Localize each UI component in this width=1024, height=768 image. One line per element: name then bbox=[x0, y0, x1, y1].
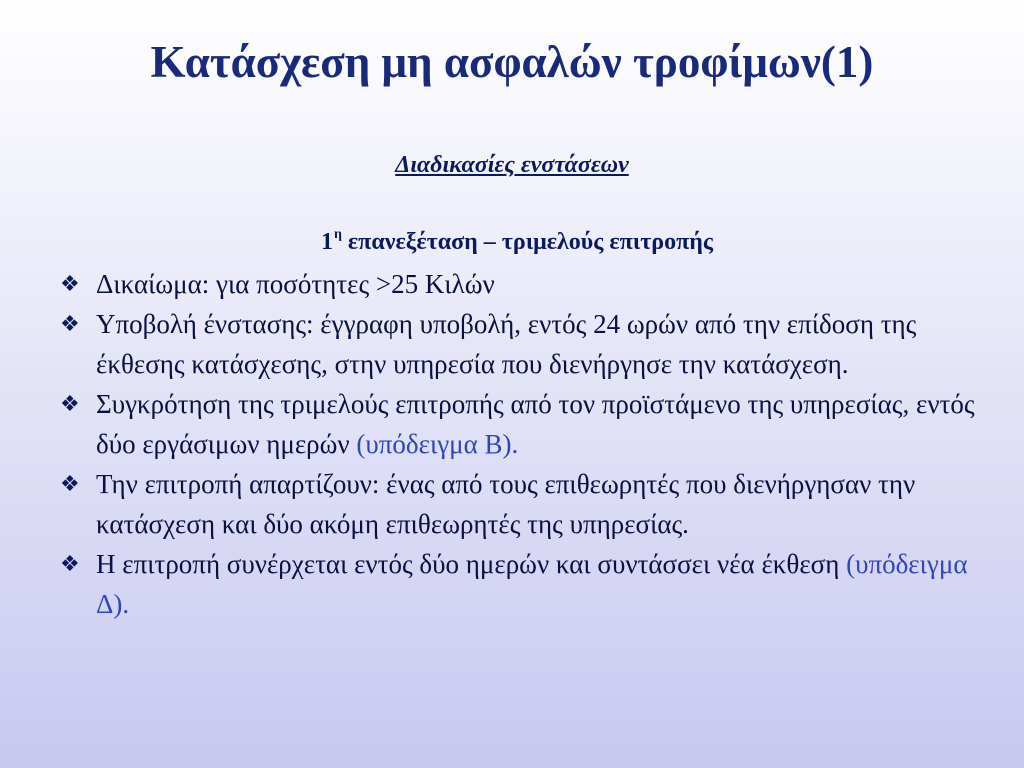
bullet-item bbox=[60, 384, 980, 464]
section-number: 1 bbox=[320, 229, 333, 255]
slide-subtitle: Διαδικασίες ενστάσεων bbox=[395, 152, 629, 178]
bullet-item bbox=[60, 264, 980, 304]
section-text: επανεξέταση – τριμελούς επιτροπής bbox=[341, 229, 714, 255]
bullet-item bbox=[60, 304, 980, 384]
section-superscript: η bbox=[333, 227, 342, 242]
bullet-item bbox=[60, 544, 980, 624]
section-heading bbox=[0, 229, 1024, 256]
diamond-bullet-icon: ❖ bbox=[60, 311, 80, 336]
bullet-text: Συγκρότηση της τριμελούς επιτροπής από τον προϊστάμενο της υπηρεσίας, εντός δύο εργάσιμων ημερών bbox=[96, 389, 975, 459]
diamond-bullet-icon: ❖ bbox=[60, 391, 80, 416]
bullet-text: Την επιτροπή απαρτίζουν: ένας από τους επιθεωρητές που διενήργησαν την κατάσχεση και δύο ακόμη επιθεωρητές της υπηρεσίας. bbox=[96, 469, 916, 539]
template-reference-b: (υπόδειγμα Β). bbox=[356, 429, 519, 459]
bullet-item bbox=[60, 464, 980, 544]
bullet-text: Υποβολή ένστασης: έγγραφη υποβολή, εντός 24 ωρών από την επίδοση της έκθεσης κατάσχεσης, στην υπηρεσία που διενήργησε την κατάσχεση. bbox=[96, 309, 917, 379]
diamond-bullet-icon: ❖ bbox=[60, 271, 80, 296]
bullet-list bbox=[60, 264, 980, 624]
diamond-bullet-icon: ❖ bbox=[60, 551, 80, 576]
bullet-text: Η επιτροπή συνέρχεται εντός δύο ημερών και συντάσσει νέα έκθεση bbox=[96, 549, 847, 579]
slide-title: Κατάσχεση μη ασφαλών τροφίμων(1) bbox=[150, 37, 874, 87]
template-reference-d: (υπόδειγμα Δ). bbox=[96, 549, 968, 619]
bullet-text: Δικαίωμα: για ποσότητες >25 Κιλών bbox=[96, 269, 495, 299]
diamond-bullet-icon: ❖ bbox=[60, 471, 80, 496]
